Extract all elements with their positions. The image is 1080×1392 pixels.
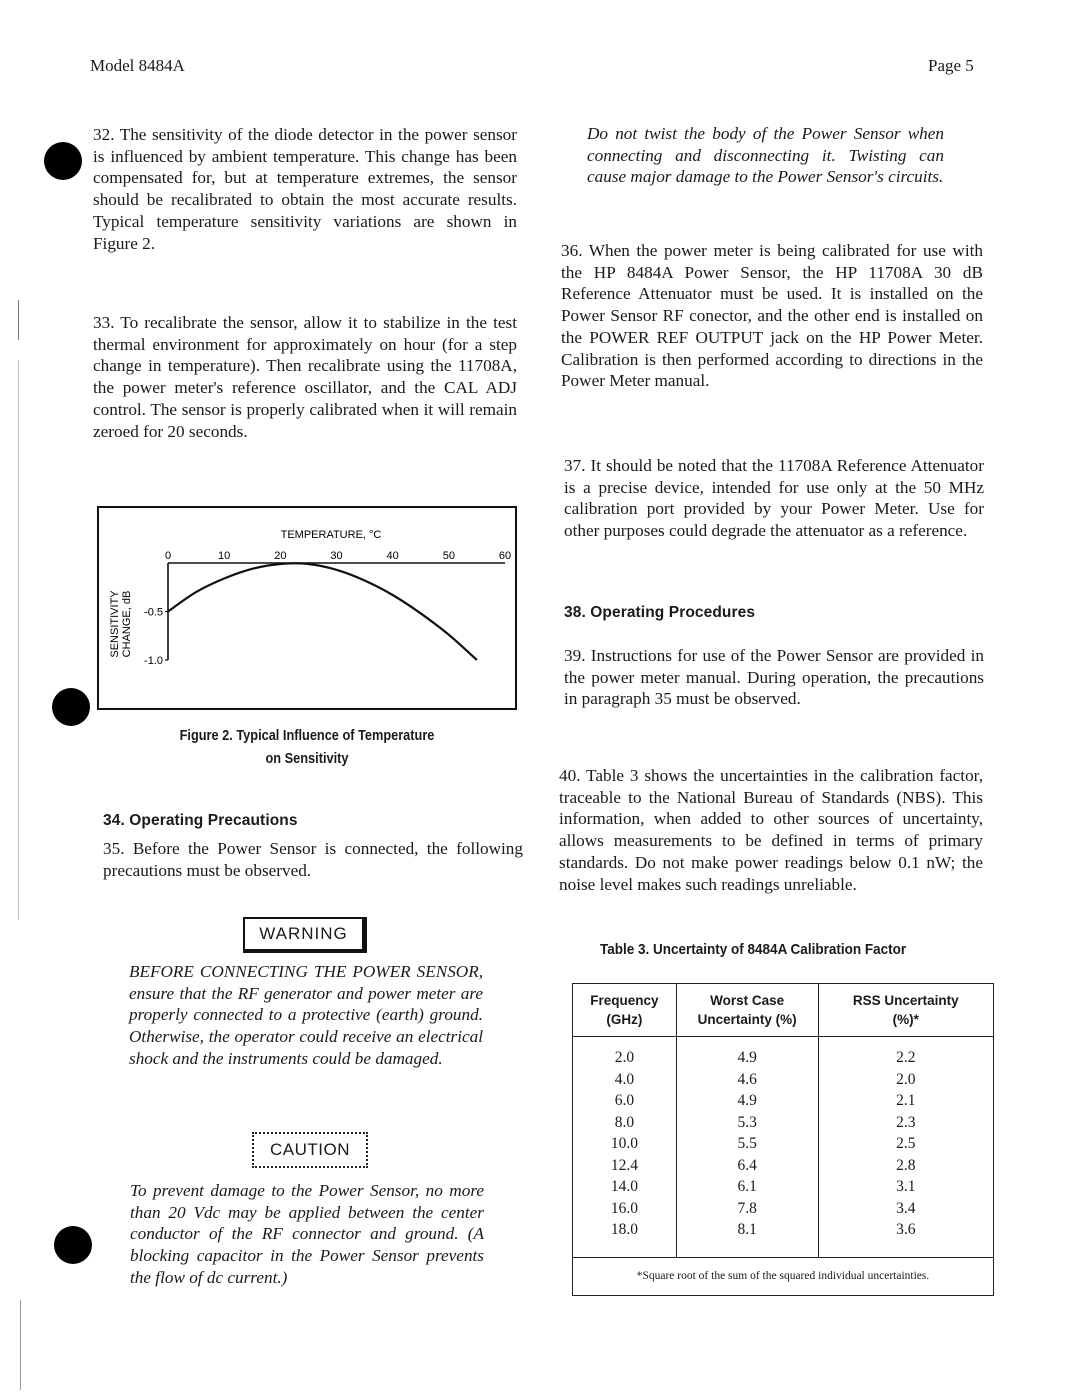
worst-case-cell: 5.3 <box>676 1112 818 1134</box>
rss-cell: 2.2 <box>818 1037 994 1069</box>
caution-label: CAUTION <box>270 1140 350 1159</box>
table-row <box>573 1090 994 1112</box>
y-axis-label-line2: CHANGE, dB <box>121 590 133 658</box>
warning-label: WARNING <box>259 924 348 943</box>
table-footnote: *Square root of the sum of the squared individual uncertainties. <box>573 1257 994 1296</box>
caution-label-box <box>252 1132 368 1168</box>
rss-cell: 3.6 <box>818 1219 994 1257</box>
table-row <box>573 1176 994 1198</box>
x-tick-label: 10 <box>218 550 231 562</box>
frequency-cell: 8.0 <box>573 1112 677 1134</box>
paragraph-33: 33. To recalibrate the sensor, allow it to stabilize in the test thermal environment for approximately on hour (for a step change in temperature). Then recalibrate using the 11708A, the power meter's reference oscillator, and the CAL ADJ control. The sensor is properly calibrated when it will remain zeroed for 20 seconds. <box>93 313 517 441</box>
margin-mark <box>18 300 19 340</box>
rss-cell: 2.8 <box>818 1155 994 1177</box>
rss-cell: 2.3 <box>818 1112 994 1134</box>
figure-caption-line1: Figure 2. Typical Influence of Temperature <box>179 728 435 744</box>
x-tick-label: 0 <box>164 550 172 562</box>
paragraph-36: 36. When the power meter is being calibrated for use with the HP 8484A Power Sensor, the HP 11708A 30 dB Reference Attenuator must be used. It is installed on the Power Sensor RF conector, and the other end is installed on the POWER REF OUTPUT jack on the HP Power Meter. Calibration is then performed according to directions in the Power Meter manual. <box>561 241 983 391</box>
sensitivity-chart <box>97 506 517 710</box>
rss-cell: 3.1 <box>818 1176 994 1198</box>
binder-hole-top <box>44 142 82 180</box>
frequency-cell: 4.0 <box>573 1069 677 1091</box>
worst-case-cell: 4.6 <box>676 1069 818 1091</box>
page-number: Page 5 <box>928 56 974 75</box>
paragraph-40: 40. Table 3 shows the uncertainties in the calibration factor, traceable to the National Bureau of Standards (NBS). This information, when added to other sources of uncertainty, allows measurements to be defined in terms of primary standards. Do not make power readings below 0.1 nW; the noise level makes such readings unreliable. <box>559 766 983 894</box>
x-tick-label: 20 <box>274 550 287 562</box>
figure-caption <box>122 725 492 771</box>
frequency-cell: 10.0 <box>573 1133 677 1155</box>
table-row <box>573 1155 994 1177</box>
y-tick-label: -1.0 <box>144 655 163 667</box>
binder-hole-middle <box>52 688 90 726</box>
header-worst-case: Worst Case Uncertainty (%) <box>676 984 818 1037</box>
paragraph-37: 37. It should be noted that the 11708A Reference Attenuator is a precise device, intended for use only at the 50 MHz calibration port provided by your Power Meter. Use for other purposes could degrade the attenuator as a reference. <box>564 456 984 541</box>
worst-case-cell: 5.5 <box>676 1133 818 1155</box>
table-row <box>573 1219 994 1257</box>
paragraph-32: 32. The sensitivity of the diode detector in the power sensor is influenced by ambient temperature. This change has been compensated for, but at temperature extremes, the sensor should be recalibrated to obtain the most accurate results. Typical temperature sensitivity variations are shown in Figure 2. <box>93 125 517 253</box>
table-row <box>573 1133 994 1155</box>
frequency-cell: 12.4 <box>573 1155 677 1177</box>
twist-note: Do not twist the body of the Power Sensor when connecting and disconnecting it. Twisting can cause major damage to the Power Sensor's circuits. <box>587 124 944 187</box>
x-tick-label: 60 <box>498 550 512 562</box>
frequency-cell: 2.0 <box>573 1037 677 1069</box>
paragraph-39: 39. Instructions for use of the Power Sensor are provided in the power meter manual. During operation, the precautions in paragraph 35 must be observed. <box>564 646 984 709</box>
binder-hole-bottom <box>54 1226 92 1264</box>
worst-case-cell: 4.9 <box>676 1037 818 1069</box>
heading-operating-precautions: 34. Operating Precautions <box>103 812 298 829</box>
header-rss: RSS Uncertainty (%)* <box>818 984 994 1037</box>
uncertainty-table <box>572 983 994 1296</box>
header-frequency: Frequency (GHz) <box>573 984 677 1037</box>
table-header-row <box>573 984 994 1037</box>
x-axis-label: TEMPERATURE, °C <box>280 529 382 541</box>
rss-cell: 2.1 <box>818 1090 994 1112</box>
table-title: Table 3. Uncertainty of 8484A Calibration Factor <box>600 941 907 958</box>
worst-case-cell: 6.1 <box>676 1176 818 1198</box>
rss-cell: 2.0 <box>818 1069 994 1091</box>
model-label: Model 8484A <box>90 56 185 75</box>
worst-case-cell: 4.9 <box>676 1090 818 1112</box>
frequency-cell: 18.0 <box>573 1219 677 1257</box>
sensitivity-curve <box>168 563 477 660</box>
rss-cell: 2.5 <box>818 1133 994 1155</box>
frequency-cell: 16.0 <box>573 1198 677 1220</box>
warning-text: BEFORE CONNECTING THE POWER SENSOR, ensure that the RF generator and power meter are properly connected to a protective (earth) ground. Otherwise, the operator could receive an electrical shock and the instruments could be damaged. <box>129 962 483 1068</box>
paragraph-35: 35. Before the Power Sensor is connected, the following precautions must be observed. <box>103 839 523 880</box>
frequency-cell: 6.0 <box>573 1090 677 1112</box>
x-tick-label: 40 <box>386 550 399 562</box>
margin-mark <box>18 360 19 920</box>
frequency-cell: 14.0 <box>573 1176 677 1198</box>
x-tick-label: 50 <box>442 550 455 562</box>
heading-operating-procedures: 38. Operating Procedures <box>564 604 756 621</box>
margin-mark <box>20 1300 21 1390</box>
y-tick-label: -0.5 <box>144 606 163 619</box>
caution-text: To prevent damage to the Power Sensor, no more than 20 Vdc may be applied between the center conductor of the RF connector and ground. (A blocking capacitor in the Power Sensor prevents the flow of dc current.) <box>130 1181 484 1287</box>
y-axis-label-line1: SENSITIVITY <box>109 590 121 658</box>
worst-case-cell: 6.4 <box>676 1155 818 1177</box>
table-row <box>573 1037 994 1069</box>
x-tick-label: 30 <box>330 550 343 562</box>
figure-caption-line2: on Sensitivity <box>265 751 349 767</box>
worst-case-cell: 8.1 <box>676 1219 818 1257</box>
worst-case-cell: 7.8 <box>676 1198 818 1220</box>
table-row <box>573 1112 994 1134</box>
table-row <box>573 1069 994 1091</box>
warning-label-box <box>243 917 367 953</box>
table-row <box>573 1198 994 1220</box>
rss-cell: 3.4 <box>818 1198 994 1220</box>
